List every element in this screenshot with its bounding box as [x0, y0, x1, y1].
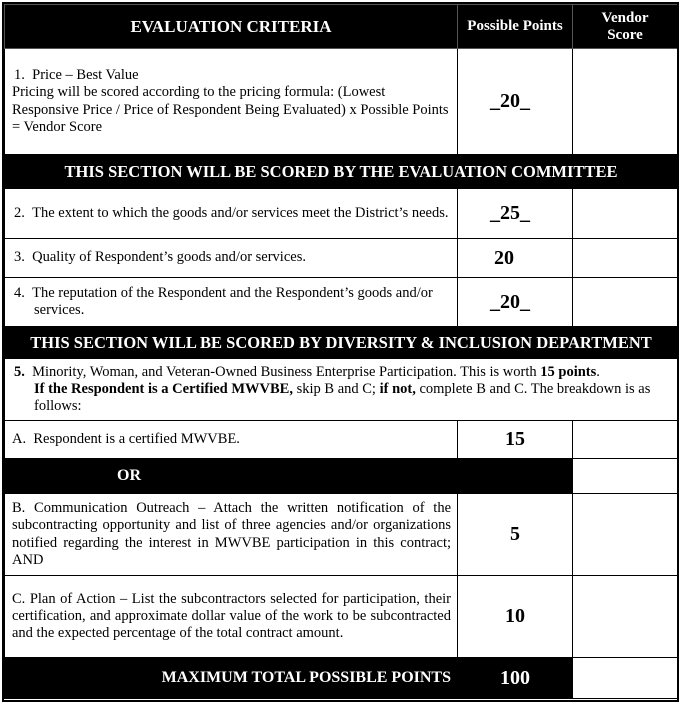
criteria-5-bold-b: If the Respondent is a Certified MWVBE,: [34, 380, 293, 397]
criteria-price-points: _20_: [458, 49, 573, 155]
criteria-5-text-d: complete B and C. The breakdown is as follows:: [34, 380, 651, 415]
criteria-5-text: [5, 359, 678, 421]
criteria-3-number: 3.: [14, 249, 25, 266]
criteria-3-points: 20: [458, 239, 573, 278]
criteria-row-5: [5, 359, 678, 421]
criteria-2-vendor-score[interactable]: [573, 189, 678, 239]
criteria-5-bold-c: if not,: [379, 380, 416, 397]
criteria-2-points: _25_: [458, 189, 573, 239]
or-label: OR: [5, 459, 458, 494]
criteria-3-text: [5, 239, 458, 278]
criteria-b-vendor-score[interactable]: [573, 494, 678, 576]
criteria-4-text: [5, 278, 458, 327]
criteria-c-text: C. Plan of Action – List the subcontractors selected for participation, their certification, and approximate dollar value of the work to be subcontracted and the expected percentage of the total contract amount.: [5, 576, 458, 658]
criteria-b-text: B. Communication Outreach – Attach the written notification of the subcontracting opportunity and list of three agencies and/or organizations notified regarding the interest in MWVBE participation in this contract; AND: [5, 494, 458, 576]
section-diversity-row: [5, 327, 678, 359]
header-vendor-score: [573, 5, 678, 49]
header-row: [5, 5, 678, 49]
or-row: [5, 459, 678, 494]
criteria-price-title: 1. Price – Best Value: [14, 66, 139, 83]
criteria-4-points: _20_: [458, 278, 573, 327]
criteria-3-description: Quality of Respondent’s goods and/or services.: [32, 249, 306, 266]
criteria-row-price: [5, 49, 678, 155]
criteria-row-4: [5, 278, 678, 327]
criteria-4-vendor-score[interactable]: [573, 278, 678, 327]
total-vendor-score[interactable]: [573, 658, 678, 699]
criteria-4-number: 4.: [14, 284, 25, 301]
header-vendor-score-line1: Vendor: [601, 9, 649, 26]
section-committee-heading: THIS SECTION WILL BE SCORED BY THE EVALUATION COMMITTEE: [5, 155, 678, 189]
section-committee-row: [5, 155, 678, 189]
criteria-row-2: [5, 189, 678, 239]
header-possible-points: Possible Points: [458, 5, 573, 49]
criteria-row-a: [5, 421, 678, 459]
criteria-5-bold-a: 15 points: [540, 363, 597, 380]
total-label: MAXIMUM TOTAL POSSIBLE POINTS: [5, 658, 458, 699]
criteria-5-number: 5.: [14, 363, 25, 380]
criteria-5-text-a: Minority, Woman, and Veteran-Owned Business Enterprise Participation. This is worth: [32, 363, 541, 380]
criteria-5-text-c: skip B and C;: [292, 380, 380, 397]
criteria-a-vendor-score[interactable]: [573, 421, 678, 459]
criteria-2-number: 2.: [14, 204, 25, 221]
evaluation-criteria-table: [4, 4, 678, 699]
criteria-price-vendor-score[interactable]: [573, 49, 678, 155]
criteria-c-points: 10: [458, 576, 573, 658]
criteria-b-points: 5: [458, 494, 573, 576]
or-points-cell: [458, 459, 573, 494]
total-row: [5, 658, 678, 699]
criteria-row-c: [5, 576, 678, 658]
criteria-a-points: 15: [458, 421, 573, 459]
criteria-2-text: [5, 189, 458, 239]
criteria-c-vendor-score[interactable]: [573, 576, 678, 658]
criteria-row-3: [5, 239, 678, 278]
criteria-2-description: The extent to which the goods and/or services meet the District’s needs.: [32, 204, 449, 221]
criteria-5-text-b: .: [596, 363, 600, 380]
total-points: 100: [458, 658, 573, 699]
header-criteria: EVALUATION CRITERIA: [5, 5, 458, 49]
or-vendor-score-cell: [573, 459, 678, 494]
criteria-3-vendor-score[interactable]: [573, 239, 678, 278]
header-vendor-score-line2: Score: [607, 26, 643, 43]
criteria-a-text: A. Respondent is a certified MWVBE.: [5, 421, 458, 459]
criteria-price-description: Pricing will be scored according to the pricing formula: (Lowest Responsive Price / Price of Respondent Being Evaluated) x Possible Points = Vendor Score: [12, 84, 449, 135]
section-diversity-heading: THIS SECTION WILL BE SCORED BY DIVERSITY & INCLUSION DEPARTMENT: [5, 327, 678, 359]
criteria-4-description: The reputation of the Respondent and the Respondent’s goods and/or services.: [32, 284, 433, 318]
evaluation-criteria-table-frame: [2, 2, 679, 702]
criteria-price-text: [5, 49, 458, 155]
criteria-row-b: [5, 494, 678, 576]
